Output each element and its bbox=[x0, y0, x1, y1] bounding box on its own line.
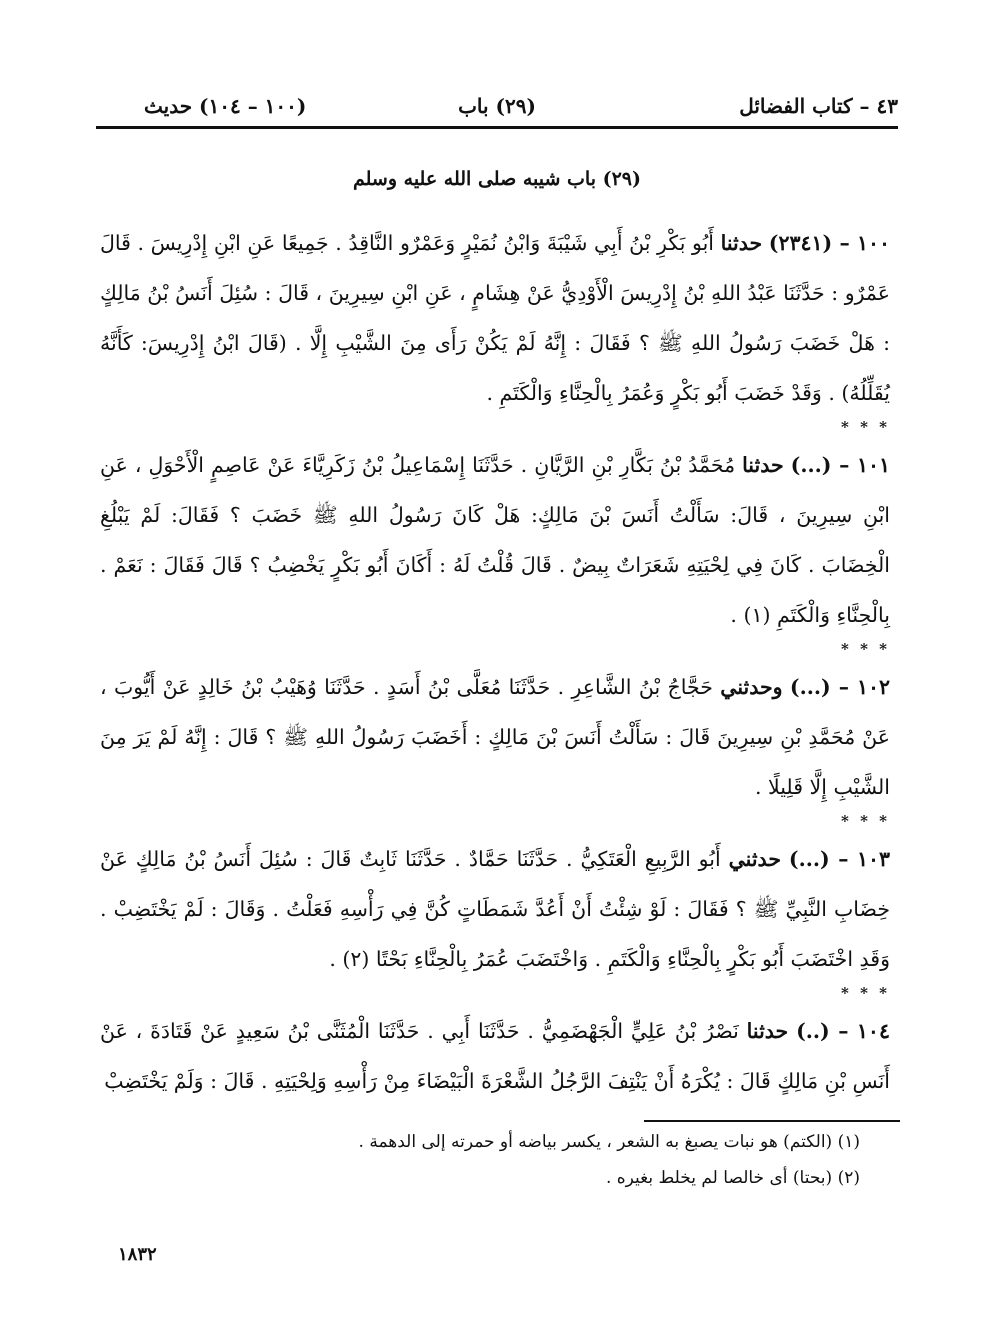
hadith-number: ١٠١ – (...) bbox=[790, 453, 890, 477]
page-number: ١٨٣٢ bbox=[118, 1244, 157, 1265]
hadith-103 bbox=[100, 834, 890, 984]
hadith-number: ١٠٣ – (...) bbox=[788, 847, 890, 871]
hadith-body bbox=[100, 218, 890, 1106]
hadith-opening: حدثنا bbox=[742, 453, 784, 477]
hadith-text: حَجَّاجُ بْنُ الشَّاعِرِ . حَدَّثَنَا مُعَلَّى بْنُ أَسَدٍ . حَدَّثَنَا وُهَيْبُ بْنُ خَالِدٍ عَنْ أَيُّوبَ ، عَنْ مُحَمَّدِ بْنِ سِيرِينَ قَالَ : سَأَلْتُ أَنَسَ بْنَ مَالِكٍ : أَخَضَبَ رَسُولُ اللهِ ﷺ ؟ قَالَ : إِنَّهُ لَمْ يَرَ مِنَ الشَّيْبِ إِلَّا قَلِيلًا . bbox=[100, 675, 890, 799]
hadith-opening: حدثنا bbox=[720, 231, 763, 255]
hadith-101 bbox=[100, 440, 890, 640]
running-header bbox=[96, 92, 898, 126]
section-separator: * * * bbox=[841, 418, 890, 436]
hadith-opening: حدثنا bbox=[746, 1019, 789, 1043]
footnote-divider bbox=[644, 1120, 900, 1122]
hadith-100 bbox=[100, 218, 890, 418]
hadith-text: مُحَمَّدُ بْنُ بَكَّارِ بْنِ الرَّيَّانِ . حَدَّثَنَا إِسْمَاعِيلُ بْنُ زَكَرِيَّاءَ عَنْ عَاصِمٍ الْأَحْوَلِ ، عَنِ ابْنِ سِيرِينَ ، قَالَ: سَأَلْتُ أَنَسَ بْنَ مَالِكٍ: هَلْ كَانَ رَسُولُ اللهِ ﷺ خَضَبَ ؟ فَقَالَ: لَمْ يَبْلُغِ الْخِضَابَ . كَانَ فِي لِحْيَتِهِ شَعَرَاتٌ بِيضٌ . قَالَ قُلْتُ لَهُ : أَكَانَ أَبُو بَكْرٍ يَخْضِبُ ؟ قَالَ فَقَالَ : نَعَمْ . بِالْحِنَّاءِ وَالْكَتَمِ (١) . bbox=[100, 453, 890, 627]
header-chapter-number: (٢٩) باب bbox=[458, 94, 536, 118]
hadith-opening: وحدثني bbox=[720, 675, 783, 699]
hadith-number: ١٠٤ – (..) bbox=[796, 1019, 890, 1043]
hadith-text: أَبُو بَكْرِ بْنُ أَبِي شَيْبَةَ وَابْنُ نُمَيْرٍ وَعَمْرٌو النَّاقِدُ . جَمِيعًا عَنِ ابْنِ إِدْرِيسَ . قَالَ عَمْرٌو : حَدَّثَنَا عَبْدُ اللهِ بْنُ إِدْرِيسَ الْأَوْدِيُّ عَنْ هِشَامٍ ، عَنِ ابْنِ سِيرِينَ ، قَالَ : سُئِلَ أَنَسُ بْنُ مَالِكٍ : هَلْ خَضَبَ رَسُولُ اللهِ ﷺ ؟ فَقَالَ : إِنَّهُ لَمْ يَكُنْ رَأَى مِنَ الشَّيْبِ إِلَّا . (قَالَ ابْنُ إِدْرِيسَ: كَأَنَّهُ يُقَلِّلُهُ) . وَقَدْ خَضَبَ أَبُو بَكْرٍ وَعُمَرُ بِالْحِنَّاءِ وَالْكَتَمِ . bbox=[100, 231, 890, 405]
hadith-104 bbox=[100, 1006, 890, 1106]
chapter-title: (٢٩) باب شيبه صلى الله عليه وسلم bbox=[352, 168, 642, 190]
header-book-title: ٤٣ – كتاب الفضائل bbox=[739, 94, 898, 118]
footnote-2: (٢) (بحتا) أى خالصا لم يخلط بغيره . bbox=[605, 1168, 860, 1188]
hadith-number: ١٠٠ – (٢٣٤١) bbox=[768, 231, 890, 255]
footnote-1: (١) (الكتم) هو نبات يصبغ به الشعر ، يكسر بياضه أو حمرته إلى الدهمة . bbox=[358, 1132, 860, 1152]
footnotes bbox=[100, 1124, 860, 1196]
section-separator: * * * bbox=[841, 640, 890, 658]
hadith-102 bbox=[100, 662, 890, 812]
hadith-text: أَبُو الرَّبِيعِ الْعَتَكِيُّ . حَدَّثَنَا حَمَّادٌ . حَدَّثَنَا ثَابِتٌ قَالَ : سُئِلَ أَنَسُ بْنُ مَالِكٍ عَنْ خِضَابِ النَّبِيِّ ﷺ ؟ فَقَالَ : لَوْ شِئْتُ أَنْ أَعُدَّ شَمَطَاتٍ كُنَّ فِي رَأْسِهِ فَعَلْتُ . وَقَالَ : لَمْ يَخْتَضِبْ . وَقَدِ اخْتَضَبَ أَبُو بَكْرٍ بِالْحِنَّاءِ وَالْكَتَمِ . وَاخْتَضَبَ عُمَرُ بِالْحِنَّاءِ بَحْتًا (٢) . bbox=[100, 847, 890, 971]
hadith-number: ١٠٢ – (...) bbox=[789, 675, 890, 699]
section-separator: * * * bbox=[841, 812, 890, 830]
hadith-text: نَصْرُ بْنُ عَلِيٍّ الْجَهْضَمِيُّ . حَدَّثَنَا أَبِي . حَدَّثَنَا الْمُثَنَّى بْنُ سَعِيدٍ عَنْ قَتَادَةَ ، عَنْ أَنَسِ بْنِ مَالِكٍ قَالَ : يُكْرَهُ أَنْ يَنْتِفَ الرَّجُلُ الشَّعْرَةَ الْبَيْضَاءَ مِنْ رَأْسِهِ وَلِحْيَتِهِ . قَالَ : وَلَمْ يَخْتَضِبْ bbox=[100, 1019, 890, 1093]
section-separator: * * * bbox=[841, 984, 890, 1002]
hadith-opening: حدثني bbox=[728, 847, 781, 871]
header-hadith-range: (١٠٠ – ١٠٤) حديث bbox=[144, 94, 307, 118]
header-divider bbox=[96, 126, 898, 129]
